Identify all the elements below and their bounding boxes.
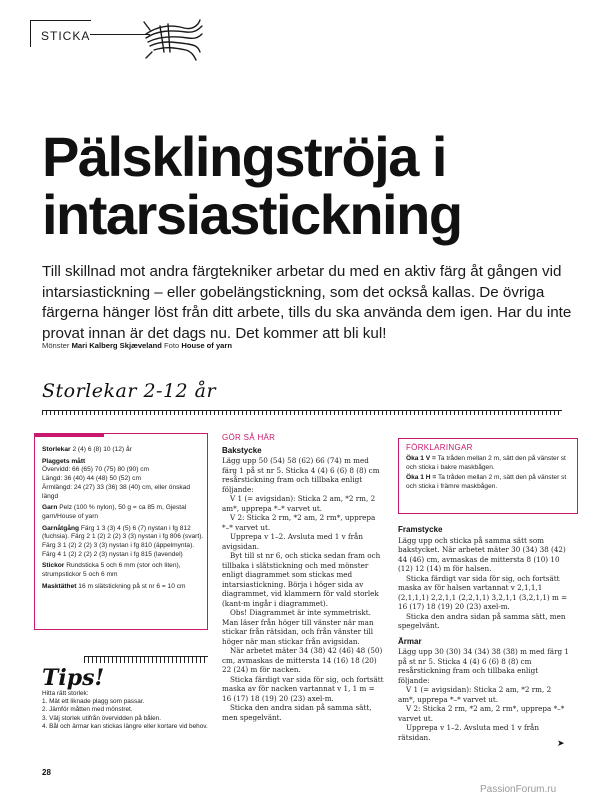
sizes-heading: Storlekar 2-12 år (42, 380, 217, 402)
yarn-amount-value: Färg 1 3 (3) 4 (5) 6 (7) nystan i fg 812 (fuchsia). Färg 2 1 (2) 2 (2) 3 (3) nystan i fg 806 (svart). Färg 3 1 (2) 2 (2) 3 (3) nystan i fg 810 (äppelmynta). Färg 4 1 (2) 2 (2) 2 (3) nystan i fg 815 (lavendel) (42, 524, 204, 558)
info-content (42, 446, 204, 595)
legend-item-text: Ta tråden mellan 2 m, sätt den på vänster st och sticka i bakre maskbågen. (406, 454, 566, 471)
front-sleeves-column (398, 524, 570, 742)
title-line-1: Pälsklingströja i (42, 125, 446, 188)
sleeves-paragraph: V 1 (= avigsidan): Sticka 2 am, *2 rm, 2 am*, upprepa *–* varvet ut. (398, 685, 552, 704)
tips-line: 3. Välj storlek utifrån övervidden på bålen. (42, 714, 162, 722)
yarn-amount-label: Garnåtgång (42, 524, 80, 532)
sleeves-paragraph: Upprepa v 1–2. Avsluta med 1 v från rätsidan. (398, 723, 539, 742)
needles-label: Stickor (42, 562, 65, 570)
legend-item-label: Öka 1 V = (406, 454, 436, 462)
legend-heading: FÖRKLARINGAR (406, 443, 473, 452)
yarn-value: Pelz (100 % nylon), 50 g = ca 85 m, Gjestal garn/House of yarn (42, 504, 187, 520)
gauge-label: Masktäthet (42, 582, 77, 590)
sizes-value: 2 (4) 6 (8) 10 (12) år (72, 446, 132, 453)
designer-name: Mari Kalberg Skjæveland (71, 341, 162, 350)
measure-line: Längd: 36 (40) 44 (48) 50 (52) cm (42, 475, 141, 483)
instruction-paragraph: V 1 (= avigsidan): Sticka 2 am, *2 rm, 2 am*, upprepa *–* varvet ut. (222, 494, 376, 513)
tips-heading: Tips! (42, 665, 105, 691)
yarn-skein-icon (140, 12, 204, 62)
tips-list (42, 690, 212, 731)
sleeves-paragraph: V 2: Sticka 2 rm, *2 am, 2 rm*, upprepa *–* varvet ut. (398, 704, 565, 723)
front-paragraph: Sticka färdigt var sida för sig, och fortsätt maska av för halsen vartannat v 2,1,1,1 (2,1,1,1) 2,2,1,1 (2,2,1,1) 3,2,1,1 (3,2,1,1) m = 16 (17) 18 (19) 20 (23) axel-m. (398, 573, 568, 611)
back-heading: Bakstycke (222, 445, 262, 455)
sleeves-paragraph: Lägg upp 30 (30) 34 (34) 38 (38) m med färg 1 på st nr 5. Sticka 4 (4) 6 (6) 8 (8) cm resårstickning fram och tillbaka enligt följande: (398, 647, 569, 685)
instruction-paragraph: Sticka den andra sidan på samma sätt, men spegelvänt. (222, 703, 372, 722)
instruction-paragraph: Lägg upp 50 (54) 58 (62) 66 (74) m med färg 1 på st nr 5. Sticka 4 (4) 6 (6) 8 (8) cm resårstickning fram och tillbaka enligt följande: (222, 456, 380, 494)
photo-label: Foto (164, 341, 180, 350)
pattern-label: Mönster (42, 341, 70, 350)
intro-paragraph: Till skillnad mot andra färgtekniker arbetar du med en aktiv färg åt gången vid intarsiastickning – eller gobelängstickning, som det också kallas. De övriga färgerna hänger löst från ditt arbete, tills du ska använda dem igen. Har du inte provat innan är det dags nu. Det kommer att bli kul! (42, 263, 572, 342)
tips-line: 2. Jämför måtten med mönstret. (42, 706, 133, 714)
dotted-rule (42, 410, 562, 418)
front-paragraph: Lägg upp och sticka på samma sätt som bakstycket. När arbetet mäter 30 (34) 38 (42) 44 (46) cm, avmaskas de mittersta 8 (10) 10 (12) 12 (14) m för halsen. (398, 535, 566, 573)
instruction-paragraph: V 2: Sticka 2 rm, *2 am, 2 rm*, upprepa *–* varvet ut. (222, 513, 376, 532)
instruction-paragraph: Byt till st nr 6, och sticka sedan fram och tillbaka i slätstickning och med mönster enligt diagrammet som stickas med intarsiastickning. Börja i höger sida av diagrammet, vid klammern för vald storlek (kant-m ingår i diagrammet). (222, 551, 381, 608)
instruction-paragraph: Upprepa v 1–2. Avsluta med 1 v från avigsidan. (222, 532, 363, 551)
section-label: STICKA (41, 29, 91, 43)
section-tag (30, 20, 91, 47)
legend-content (406, 444, 574, 494)
tips-line: Hitta rätt storlek: (42, 690, 89, 697)
measure-line: Övervidd: 66 (65) 70 (75) 80 (90) cm (42, 466, 150, 474)
legend-item-text: Ta tråden mellan 2 m, sätt den på vänster st och sticka i främre maskbågen. (406, 474, 567, 491)
legend-item-label: Öka 1 H = (406, 474, 437, 482)
tips-line: 1. Mät ett liknade plagg som passar. (42, 698, 145, 706)
instructions-subheading: GÖR SÅ HÄR (222, 433, 276, 442)
instruction-paragraph: Obs! Diagrammet är inte symmetriskt. Man läser från höger till vänster när man stickar från rätsidan, och från vänster till höger när man stickar från avigsidan. (222, 608, 374, 646)
tips-rule (84, 656, 208, 663)
credits (42, 341, 232, 350)
sizes-label: Storlekar (42, 446, 71, 453)
continue-arrow-icon: ➤ (557, 738, 565, 748)
photographer-name: House of yarn (181, 341, 232, 350)
sleeves-heading: Ärmar (398, 636, 422, 646)
front-paragraph: Sticka den andra sidan på samma sätt, men spegelvänt. (398, 611, 566, 630)
measure-line: Ärmlängd: 24 (27) 33 (36) 38 (40) cm, eller önskad längd (42, 483, 191, 500)
yarn-label: Garn (42, 504, 58, 512)
page-number: 28 (42, 768, 51, 777)
watermark: PassionForum.ru (480, 784, 557, 795)
gauge-value: 16 m slätstickning på st nr 6 = 10 cm (78, 582, 186, 590)
needles-value: Rundsticka 5 och 6 mm (stor och liten), strumpstickor 5 och 6 mm (42, 562, 181, 579)
measures-label: Plaggets mått (42, 457, 86, 465)
instructions-column (222, 433, 384, 722)
page-title (42, 125, 582, 246)
instruction-paragraph: Sticka färdigt var sida för sig, och fortsätt maska av för nacken vartannat v 1, 1 m = 16 (17) 18 (19) 20 (23) axel-m. (222, 674, 384, 703)
tips-line: 4. Bål och ärmar kan stickas längre eller kortare vid behov. (42, 722, 208, 730)
front-heading: Framstycke (398, 525, 443, 534)
instruction-paragraph: När arbetet mäter 34 (38) 42 (46) 48 (50) cm, avmaskas de mittersta 14 (16) 18 (20) 22 (24) m för nacken. (222, 646, 383, 674)
title-line-2: intarsiastickning (42, 183, 462, 246)
